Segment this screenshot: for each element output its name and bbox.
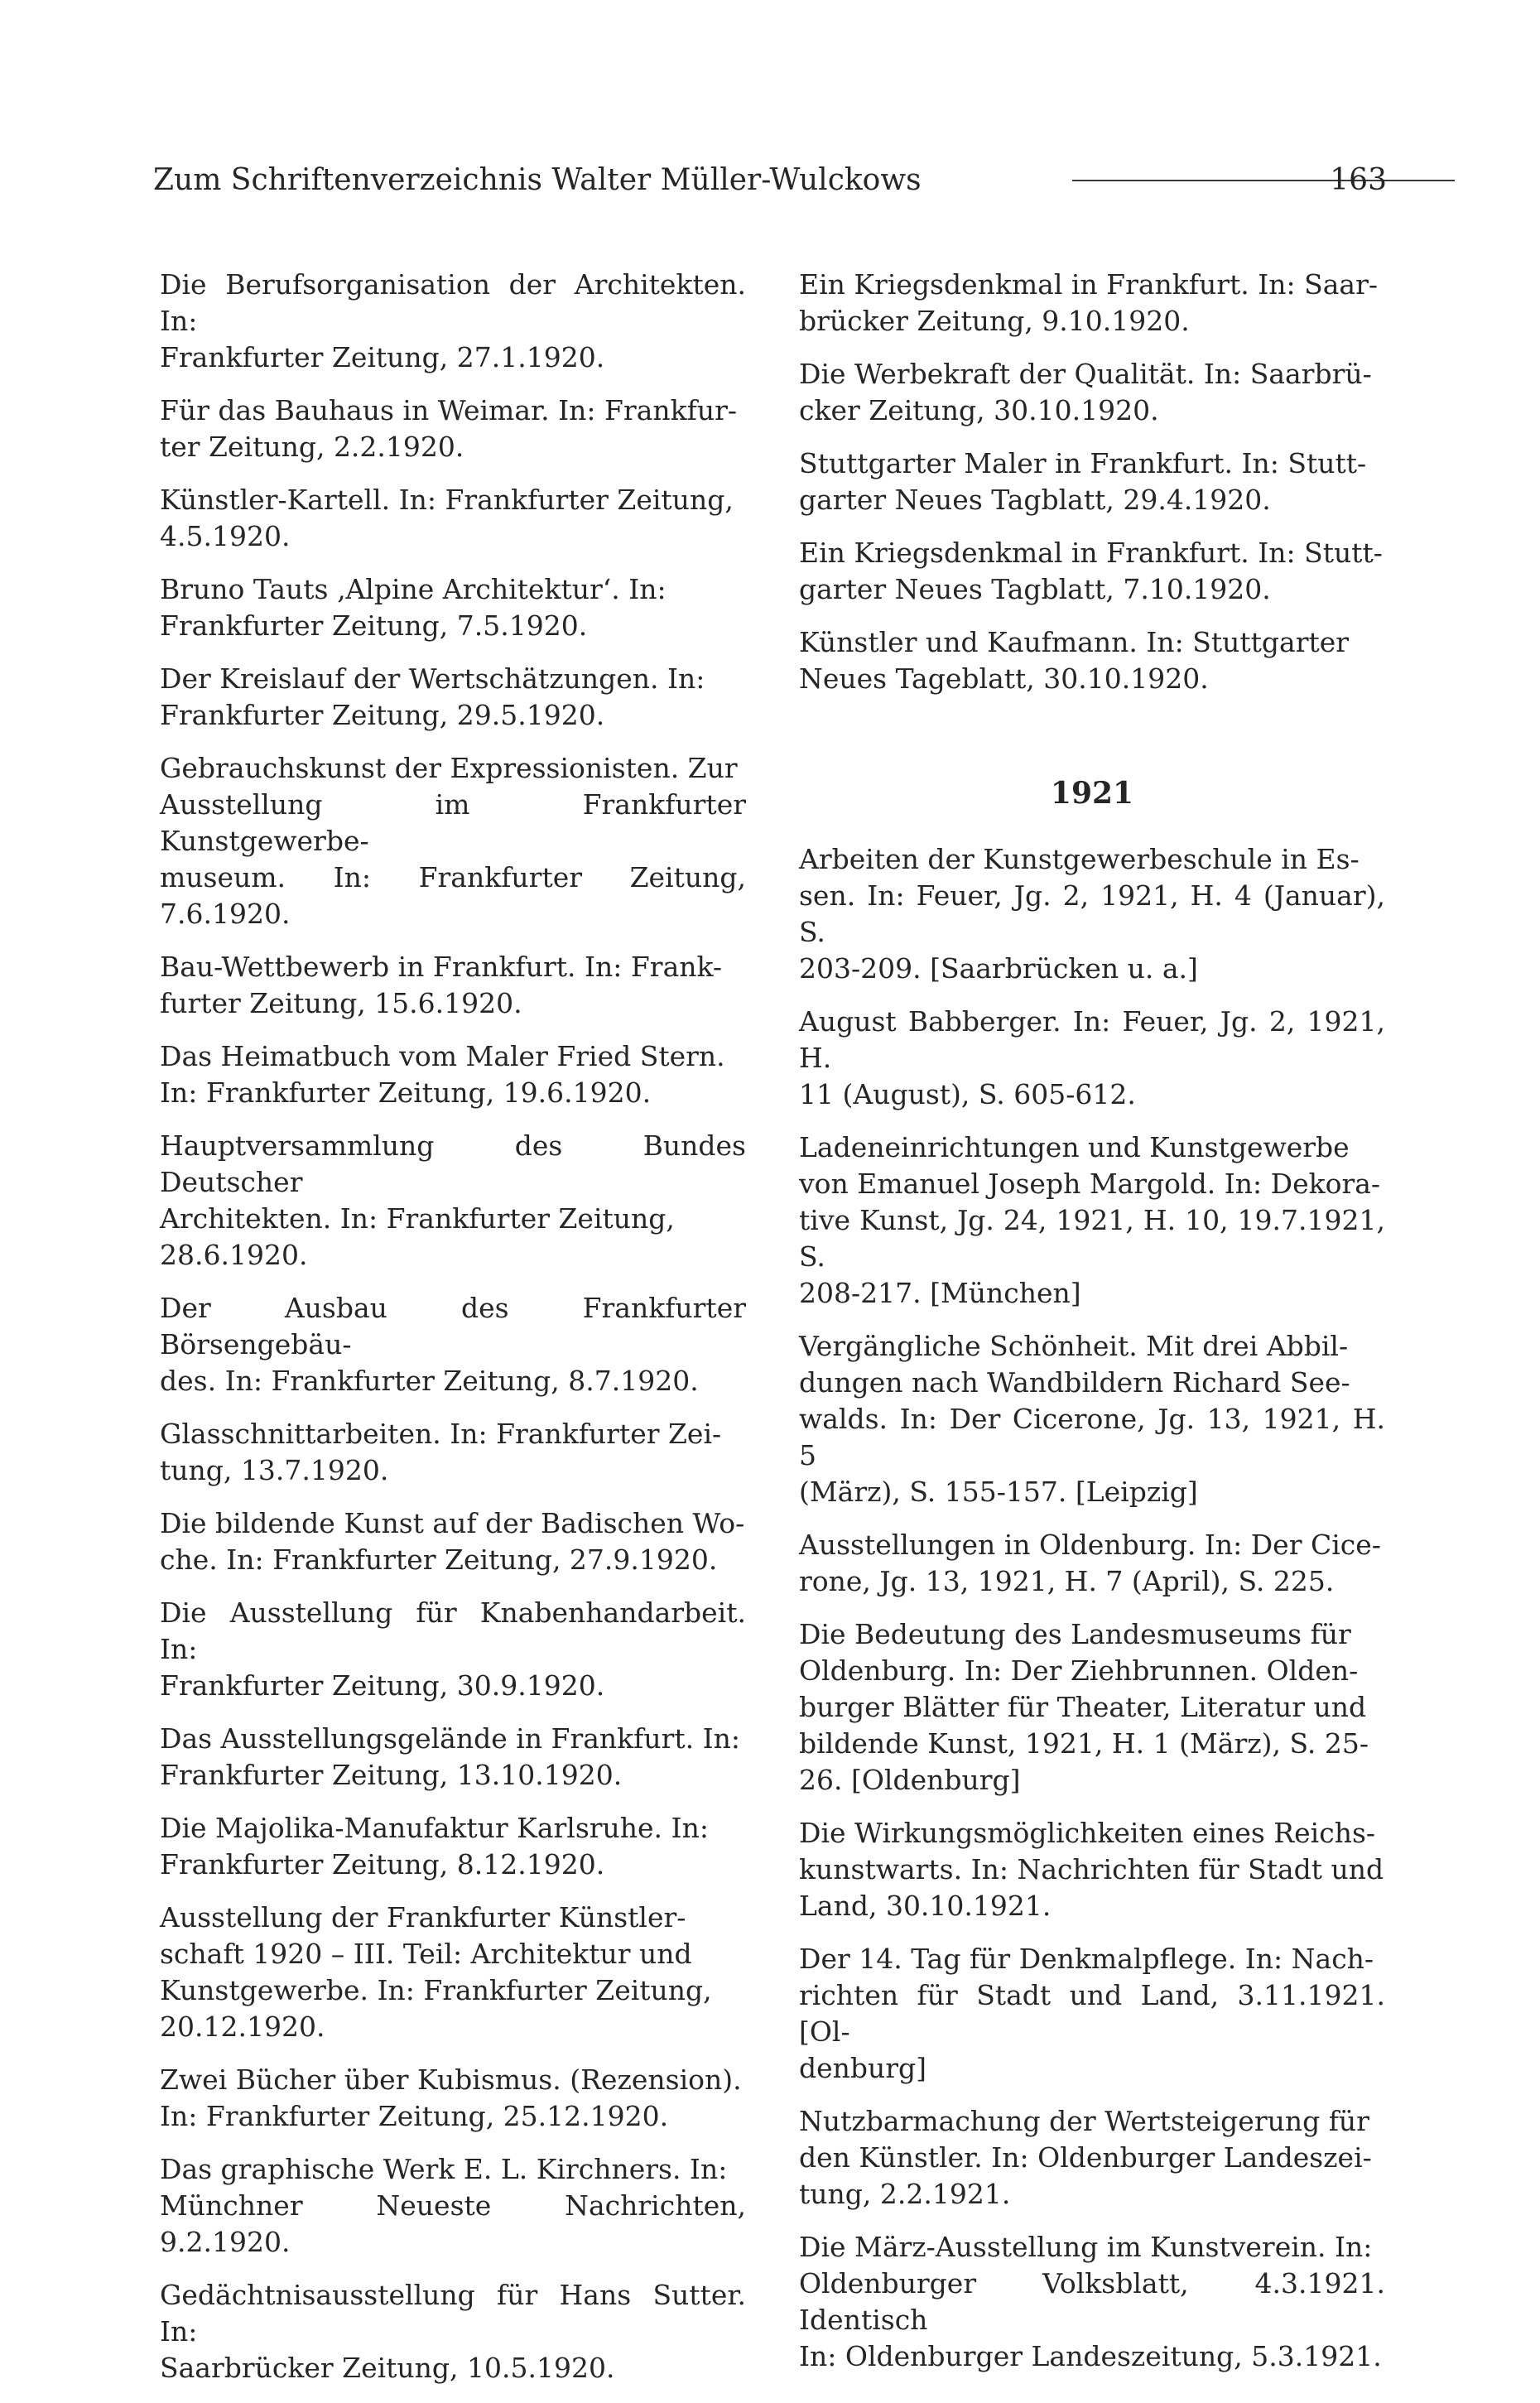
entry-line: Kunstgewerbe. In: Frankfurter Zeitung, [160, 1974, 712, 2006]
entry-line: burger Blätter für Theater, Literatur und [799, 1691, 1367, 1723]
entry-line: Das Ausstellungsgelände in Frankfurt. In: [160, 1722, 741, 1755]
entry-line: richten für Stadt und Land, 3.11.1921. [Ol- [799, 1979, 1385, 2048]
entry-line: Ausstellung im Frankfurter Kunstgewerbe- [160, 788, 746, 857]
bibliography-entry [799, 2103, 1385, 2213]
left-column [160, 267, 746, 2403]
bibliography-entry [799, 2229, 1385, 2375]
bibliography-entry [160, 661, 746, 734]
entry-line: Frankfurter Zeitung, 30.9.1920. [160, 1669, 605, 1702]
entry-line: Architekten. In: Frankfurter Zeitung, [160, 1202, 675, 1235]
entry-line: (März), S. 155-157. [Leipzig] [799, 1476, 1198, 1508]
entry-line: Die Berufsorganisation der Architekten. In: [160, 268, 746, 337]
entry-line: museum. In: Frankfurter Zeitung, 7.6.1920. [160, 861, 746, 930]
entry-line: In: Oldenburger Landeszeitung, 5.3.1921. [799, 2340, 1382, 2372]
entry-line: Die Ausstellung für Knabenhandarbeit. In: [160, 1596, 746, 1665]
bibliography-entry [160, 2062, 746, 2135]
entry-line: 20.12.1920. [160, 2011, 325, 2043]
entry-line: dungen nach Wandbildern Richard See- [799, 1366, 1350, 1399]
entry-line: Frankfurter Zeitung, 13.10.1920. [160, 1759, 623, 1791]
entry-line: Der Kreislauf der Wertschätzungen. In: [160, 662, 705, 695]
entry-line: che. In: Frankfurter Zeitung, 27.9.1920. [160, 1543, 718, 1576]
running-header [153, 159, 1387, 202]
entry-line: Frankfurter Zeitung, 8.12.1920. [160, 1848, 605, 1881]
bibliography-entry [160, 1290, 746, 1399]
bibliography-entry [799, 841, 1385, 987]
bibliography-entry [160, 2151, 746, 2261]
entry-line: 26. [Oldenburg] [799, 1764, 1021, 1796]
entry-line: sen. In: Feuer, Jg. 2, 1921, H. 4 (Januar), S. [799, 879, 1385, 948]
entry-line: garter Neues Tagblatt, 7.10.1920. [799, 573, 1271, 605]
entry-line: Die Bedeutung des Landesmuseums für [799, 1618, 1351, 1650]
bibliography-entry [160, 1595, 746, 1704]
entry-line: Frankfurter Zeitung, 7.5.1920. [160, 609, 588, 642]
bibliography-entry [160, 482, 746, 555]
bibliography-entry [799, 1941, 1385, 2087]
entry-line: cker Zeitung, 30.10.1920. [799, 394, 1159, 426]
entry-line: 11 (August), S. 605-612. [799, 1078, 1136, 1110]
bibliography-entry [160, 1416, 746, 1489]
bibliography-entry [160, 1810, 746, 1883]
entry-line: Hauptversammlung des Bundes Deutscher [160, 1129, 746, 1198]
entry-line: Die Werbekraft der Qualität. In: Saarbrü- [799, 358, 1372, 390]
entry-line: Vergängliche Schönheit. Mit drei Abbil- [799, 1330, 1349, 1362]
entry-line: In: Frankfurter Zeitung, 25.12.1920. [160, 2100, 669, 2132]
entry-line: Für das Bauhaus in Weimar. In: Frankfur- [160, 394, 738, 426]
entry-line: Das graphische Werk E. L. Kirchners. In: [160, 2153, 728, 2185]
entry-line: tung, 13.7.1920. [160, 1454, 389, 1486]
entry-line: Gebrauchskunst der Expressionisten. Zur [160, 752, 738, 784]
bibliography-entry [799, 1815, 1385, 1924]
entry-line: Die Majolika-Manufaktur Karlsruhe. In: [160, 1812, 709, 1844]
bibliography-entry [799, 1129, 1385, 1312]
entry-line: 203-209. [Saarbrücken u. a.] [799, 952, 1198, 985]
entry-line: Künstler und Kaufmann. In: Stuttgarter [799, 626, 1350, 658]
entry-line: Ausstellung der Frankfurter Künstler- [160, 1901, 686, 1933]
right-column [799, 267, 1385, 2391]
entry-line: kunstwarts. In: Nachrichten für Stadt und [799, 1853, 1384, 1885]
page-number: 163 [1330, 163, 1387, 197]
entry-line: Ladeneinrichtungen und Kunstgewerbe [799, 1131, 1350, 1163]
bibliography-entry [799, 267, 1385, 340]
bibliography-entry [160, 750, 746, 932]
entry-line: 4.5.1920. [160, 520, 291, 552]
entry-line: furter Zeitung, 15.6.1920. [160, 987, 522, 1019]
bibliography-entry [160, 1900, 746, 2045]
bibliography-entry [160, 1505, 746, 1578]
entry-line: Saarbrücker Zeitung, 10.5.1920. [160, 2352, 615, 2384]
bibliography-entry [160, 2277, 746, 2386]
bibliography-entry [160, 267, 746, 376]
entry-line: Zwei Bücher über Kubismus. (Rezension). [160, 2063, 742, 2096]
entry-line: Nutzbarmachung der Wertsteigerung für [799, 2105, 1369, 2137]
bibliography-entry [160, 1128, 746, 1274]
entry-line: von Emanuel Joseph Margold. In: Dekora- [799, 1168, 1381, 1200]
entry-line: Neues Tageblatt, 30.10.1920. [799, 662, 1209, 695]
right-column-1920-entries [799, 267, 1385, 697]
entry-line: Das Heimatbuch vom Maler Fried Stern. [160, 1040, 725, 1072]
bibliography-entry [799, 1328, 1385, 1510]
entry-line: walds. In: Der Cicerone, Jg. 13, 1921, H. 5 [799, 1403, 1385, 1471]
bibliography-entry [799, 1004, 1385, 1113]
entry-line: Die März-Ausstellung im Kunstverein. In: [799, 2231, 1373, 2263]
entry-line: Oldenburger Volksblatt, 4.3.1921. Identisch [799, 2267, 1385, 2336]
entry-line: In: Frankfurter Zeitung, 19.6.1920. [160, 1076, 652, 1109]
bibliography-entry [160, 392, 746, 465]
entry-line: Glasschnittarbeiten. In: Frankfurter Zei- [160, 1418, 722, 1450]
bibliography-entry [799, 624, 1385, 697]
entry-line: schaft 1920 – III. Teil: Architektur und [160, 1938, 692, 1970]
entry-line: den Künstler. In: Oldenburger Landeszei- [799, 2141, 1372, 2174]
entry-line: bildende Kunst, 1921, H. 1 (März), S. 25- [799, 1727, 1369, 1760]
year-heading: 1921 [1050, 776, 1134, 811]
entry-line: Bau-Wettbewerb in Frankfurt. In: Frank- [160, 951, 723, 983]
bibliography-entry [799, 1527, 1385, 1600]
bibliography-entry [799, 1616, 1385, 1799]
entry-line: garter Neues Tagblatt, 29.4.1920. [799, 484, 1271, 516]
entry-line: Land, 30.10.1921. [799, 1890, 1052, 1922]
bibliography-entry [160, 949, 746, 1022]
entry-line: tive Kunst, Jg. 24, 1921, H. 10, 19.7.1921, S. [799, 1204, 1385, 1273]
bibliography-entry [160, 1038, 746, 1111]
entry-line: Ein Kriegsdenkmal in Frankfurt. In: Stutt- [799, 537, 1383, 569]
entry-line: rone, Jg. 13, 1921, H. 7 (April), S. 225. [799, 1565, 1335, 1597]
entry-line: Der Ausbau des Frankfurter Börsengebäu- [160, 1292, 746, 1360]
entry-line: Gedächtnisausstellung für Hans Sutter. In: [160, 2279, 746, 2348]
entry-line: Künstler-Kartell. In: Frankfurter Zeitung, [160, 484, 734, 516]
entry-line: Stuttgarter Maler in Frankfurt. In: Stutt- [799, 447, 1367, 479]
entry-line: 208-217. [München] [799, 1277, 1081, 1309]
entry-line: brücker Zeitung, 9.10.1920. [799, 305, 1190, 337]
entry-line: Bruno Tauts ‚Alpine Architektur‘. In: [160, 573, 667, 605]
entry-line: August Babberger. In: Feuer, Jg. 2, 1921, H. [799, 1005, 1385, 1074]
entry-line: Ausstellungen in Oldenburg. In: Der Cice- [799, 1529, 1381, 1561]
entry-line: ter Zeitung, 2.2.1920. [160, 431, 464, 463]
entry-line: Ein Kriegsdenkmal in Frankfurt. In: Saar- [799, 268, 1379, 301]
header-rule [1072, 180, 1455, 181]
bibliography-entry [160, 571, 746, 644]
running-title: Zum Schriftenverzeichnis Walter Müller-Wulckows [153, 163, 922, 197]
bibliography-entry [799, 445, 1385, 518]
entry-line: Die Wirkungsmöglichkeiten eines Reichs- [799, 1817, 1376, 1849]
entry-line: Münchner Neueste Nachrichten, 9.2.1920. [160, 2189, 746, 2258]
bibliography-entry [160, 1721, 746, 1794]
entry-line: des. In: Frankfurter Zeitung, 8.7.1920. [160, 1365, 699, 1397]
bibliography-entry [799, 356, 1385, 429]
entry-line: Arbeiten der Kunstgewerbeschule in Es- [799, 843, 1360, 875]
entry-line: Der 14. Tag für Denkmalpflege. In: Nach- [799, 1943, 1374, 1975]
entry-line: Die bildende Kunst auf der Badischen Wo- [160, 1507, 745, 1539]
entry-line: denburg] [799, 2052, 927, 2084]
entry-line: Oldenburg. In: Der Ziehbrunnen. Olden- [799, 1654, 1359, 1687]
entry-line: Frankfurter Zeitung, 27.1.1920. [160, 341, 605, 373]
right-column-1921-entries [799, 841, 1385, 2375]
entry-line: tung, 2.2.1921. [799, 2178, 1011, 2210]
bibliography-entry [799, 535, 1385, 608]
entry-line: 28.6.1920. [160, 1239, 308, 1271]
entry-line: Frankfurter Zeitung, 29.5.1920. [160, 699, 605, 731]
